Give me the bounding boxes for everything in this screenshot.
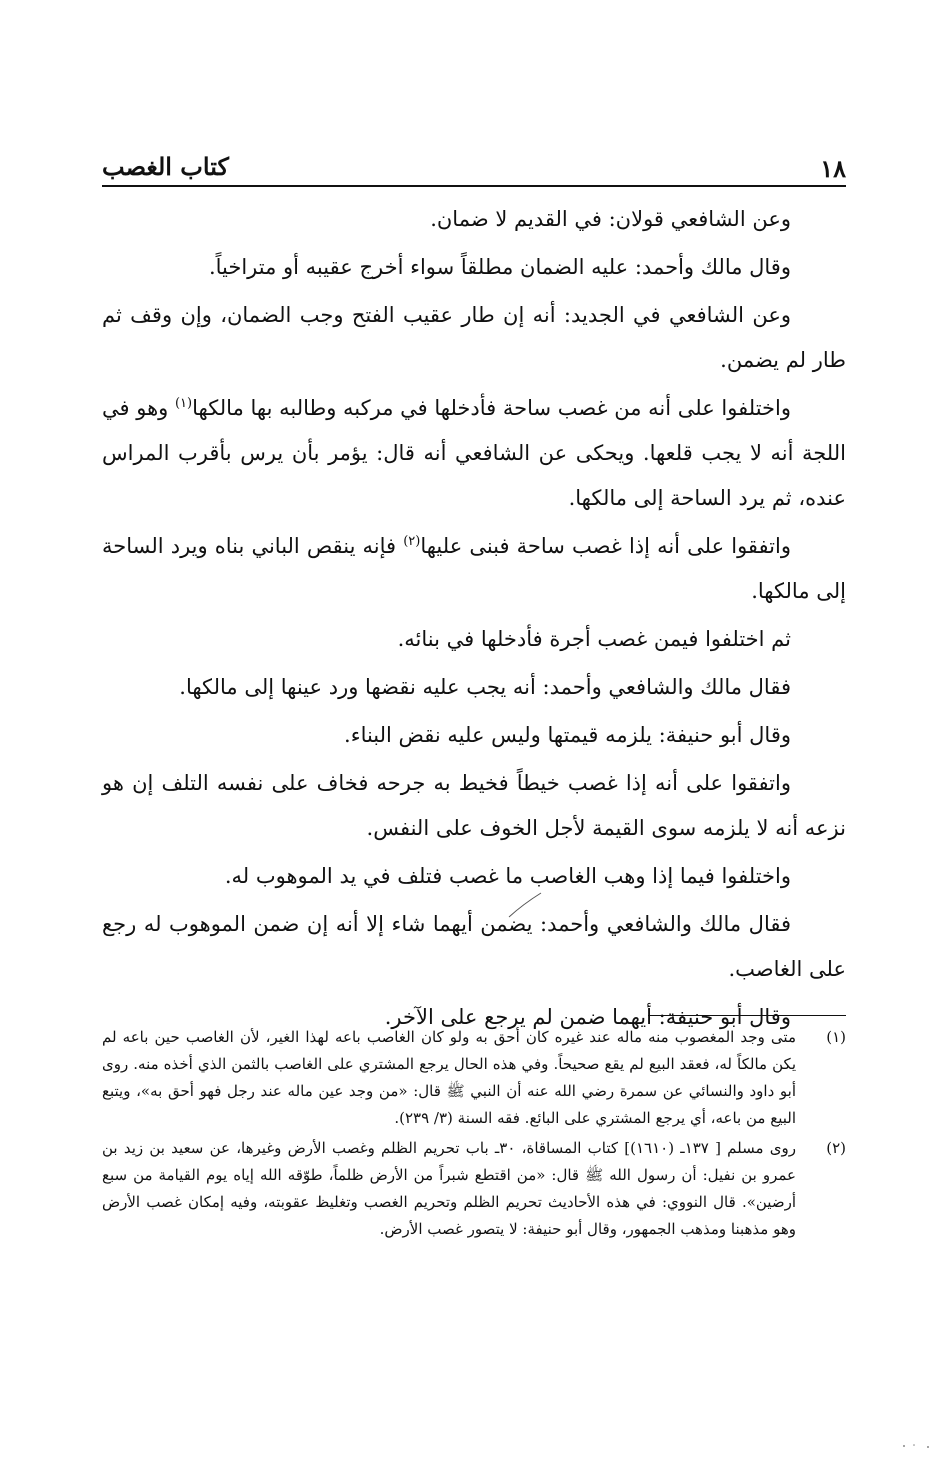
footnote-reference: (١) xyxy=(174,396,193,411)
paragraph: ثم اختلفوا فيمن غصب أجرة فأدخلها في بنائه. xyxy=(397,627,791,651)
paragraph-text: واختلفوا على أنه من غصب ساحة فأدخلها في مركبه وطالبه بها مالكها xyxy=(192,396,791,420)
paragraph-text: وهو في اللجة أنه لا يجب قلعها. ويحكى عن الشافعي أنه قال: يؤمر بأن يرس بأقرب المراس عنده، ثم يرد الساحة إلى مالكها. xyxy=(102,396,846,510)
footnotes xyxy=(102,1024,846,1246)
footnote-text: متى وجد المغصوب منه ماله عند غيره كان أحق به ولو كان الغاصب باعه لهذا الغير، لأن الغاصب حين باعه لم يكن مالكاً له، فعقد البيع لم يقع صحيحاً. وفي هذه الحال يرجع المشتري على الغاصب بالثمن الذي أخذه منه. روى أبو داود والنسائي عن سمرة رضي الله عنه أن النبي ﷺ قال: «من وجد عين ماله عند رجل فهو أحق به»، ويتبع البيع من باعه، أي يرجع المشتري على البائع. فقه السنة (٣/ ٢٣٩). xyxy=(102,1028,796,1127)
paragraph xyxy=(102,524,846,614)
page-number: ١٨ xyxy=(820,154,846,183)
running-title: كتاب الغصب xyxy=(102,152,229,181)
paragraph: فقال مالك والشافعي وأحمد: أنه يجب عليه نقضها ورد عينها إلى مالكها. xyxy=(179,675,791,699)
main-text xyxy=(102,197,846,1043)
paragraph: وقال أبو حنيفة: يلزمه قيمتها وليس عليه نقض البناء. xyxy=(344,723,791,747)
footnote-text: روى مسلم [ ١٣٧ـ (١٦١٠)] كتاب المساقاة، ٣٠ـ باب تحريم الظلم وغصب الأرض وغيرها، عن سعيد بن زيد بن عمرو بن نفيل: أن رسول الله ﷺ قال: «من اقتطع شبراً من الأرض ظلماً، طوّقه الله إياه يوم القيامة من سبع أرضين». قال النووي: في هذه الأحاديث تحريم الظلم وتحريم الغصب وتغليظ عقوبته، وفيه إمكان غصب الأرض وهو مذهبنا ومذهب الجمهور، وقال أبو حنيفة: لا يتصور غصب الأرض. xyxy=(102,1139,796,1238)
paragraph-text: فإنه ينقص الباني بناه ويرد الساحة إلى مالكها. xyxy=(102,534,846,603)
paragraph xyxy=(102,386,846,521)
paragraph: وقال مالك وأحمد: عليه الضمان مطلقاً سواء أخرج عقيبه أو متراخياً. xyxy=(208,255,791,279)
footnote xyxy=(102,1024,846,1132)
paragraph: وعن الشافعي في الجديد: أنه إن طار عقيب الفتح وجب الضمان، وإن وقف ثم طار لم يضمن. xyxy=(102,303,846,372)
paragraph: وقال أبو حنيفة: أيهما ضمن لم يرجع على الآخر. xyxy=(384,1005,791,1029)
page-header xyxy=(102,150,846,186)
paragraph: وعن الشافعي قولان: في القديم لا ضمان. xyxy=(430,207,791,231)
pen-mark xyxy=(505,890,545,920)
footnote-reference: (٢) xyxy=(403,534,421,549)
scan-speckle xyxy=(900,1440,936,1452)
footnote-rule xyxy=(648,1015,846,1016)
paragraph: فقال مالك والشافعي وأحمد: يضمن أيهما شاء إلا أنه إن ضمن الموهوب له رجع على الغاصب. xyxy=(102,912,846,981)
footnote-number: (١) xyxy=(826,1028,846,1046)
paragraph: واختلفوا فيما إذا وهب الغاصب ما غصب فتلف في يد الموهوب له. xyxy=(224,864,791,888)
footnote-number: (٢) xyxy=(826,1139,846,1157)
paragraph: واتفقوا على أنه إذا غصب خيطاً فخيط به جرحه فخاف على نفسه التلف إن هو نزعه أنه لا يلزمه سوى القيمة لأجل الخوف على النفس. xyxy=(102,771,846,840)
paragraph-text: واتفقوا على أنه إذا غصب ساحة فبنى عليها xyxy=(420,534,791,558)
header-rule xyxy=(102,185,846,187)
footnote xyxy=(102,1135,846,1243)
